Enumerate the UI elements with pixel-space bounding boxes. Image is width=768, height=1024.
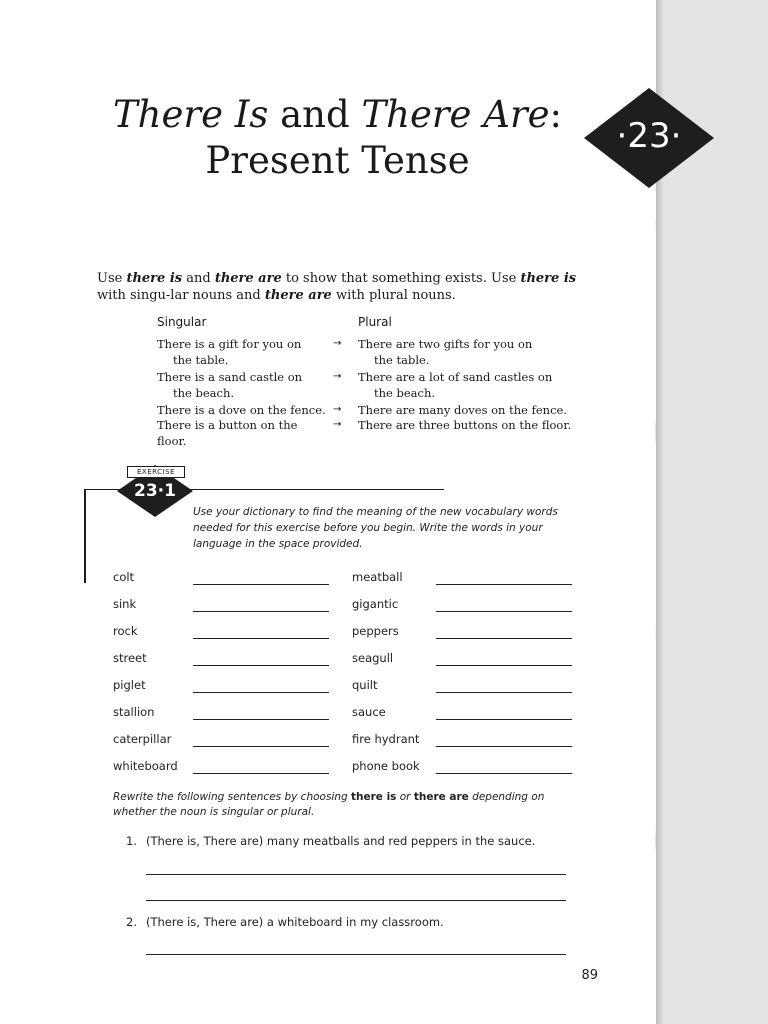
vocab-answer-line[interactable] (436, 719, 572, 720)
plural-sentence: There are many doves on the fence. (358, 403, 567, 417)
vocab-answer-line[interactable] (193, 773, 329, 774)
vocab-word: phone book (352, 759, 420, 773)
vocab-answer-line[interactable] (436, 746, 572, 747)
vocab-word: street (113, 651, 147, 665)
intro-text-2: and (182, 271, 215, 286)
intro-bold-4: there are (264, 288, 332, 303)
chapter-number: ·23· (616, 116, 682, 156)
vocab-answer-line[interactable] (436, 773, 572, 774)
singular-header: Singular (157, 315, 207, 329)
title-colon: : (549, 93, 562, 136)
plural-sentence: There are three buttons on the floor. (358, 418, 572, 432)
rewrite-instructions (113, 790, 583, 820)
vocab-answer-line[interactable] (436, 692, 572, 693)
arrow-icon: → (333, 404, 342, 415)
question-number: 2. (126, 915, 137, 929)
exercise-badge (117, 465, 197, 517)
answer-line[interactable] (146, 874, 566, 875)
title-there-are: There Are (361, 93, 550, 136)
vocab-word: sauce (352, 705, 386, 719)
vocab-answer-line[interactable] (193, 611, 329, 612)
vocab-answer-line[interactable] (436, 638, 572, 639)
arrow-icon: → (333, 419, 342, 430)
instr2-text-1: Rewrite the following sentences by choosing (113, 791, 351, 803)
instr2-bold-2: there are (413, 791, 469, 803)
vocab-word: sink (113, 597, 137, 611)
instr2-bold-1: there is (351, 791, 397, 803)
title-present-tense: Present Tense (205, 139, 470, 182)
intro-paragraph (97, 270, 587, 304)
answer-line[interactable] (146, 900, 566, 901)
intro-text-4: with singu-lar nouns and (97, 288, 265, 303)
exercise-tag: EXERCISE (127, 466, 185, 478)
vocab-answer-line[interactable] (436, 611, 572, 612)
singular-sentence: There is a gift for you on (157, 337, 302, 351)
intro-bold-1: there is (126, 271, 183, 286)
instr2-text-3: depending on whether the noun is singular or plural. (113, 791, 545, 818)
vocab-word: whiteboard (113, 759, 178, 773)
vocab-word: gigantic (352, 597, 399, 611)
title-and: and (268, 93, 362, 136)
arrow-icon: → (333, 338, 342, 349)
question-number: 1. (126, 834, 137, 848)
question-1 (126, 834, 566, 848)
vocab-word: meatball (352, 570, 403, 584)
vocab-answer-line[interactable] (193, 638, 329, 639)
singular-sentence: There is a button on the floor. (157, 418, 298, 448)
vocab-word: peppers (352, 624, 399, 638)
vocab-word: rock (113, 624, 138, 638)
intro-text-5: with plural nouns. (331, 288, 456, 303)
vocab-word: stallion (113, 705, 155, 719)
vocab-answer-line[interactable] (193, 719, 329, 720)
page-number: 89 (581, 968, 598, 983)
chapter-number-badge (584, 88, 714, 188)
vocab-word: fire hydrant (352, 732, 420, 746)
vocab-answer-line[interactable] (193, 746, 329, 747)
exercise-number: 23·1 (134, 481, 176, 501)
vocab-word: colt (113, 570, 135, 584)
plural-header: Plural (358, 315, 392, 329)
chapter-title (100, 92, 575, 184)
exercise-instructions: Use your dictionary to find the meaning of the new vocabulary words needed for this exercise before you begin. Write the words in your language in the space provided. (193, 506, 558, 550)
question-text: (There is, There are) many meatballs and red peppers in the sauce. (146, 834, 536, 848)
title-there-is: There Is (113, 93, 269, 136)
arrow-icon: → (333, 371, 342, 382)
singular-continuation: the beach. (173, 386, 235, 400)
question-2 (126, 915, 566, 929)
vocab-answer-line[interactable] (193, 665, 329, 666)
singular-sentence: There is a sand castle on (157, 370, 303, 384)
vocab-answer-line[interactable] (193, 692, 329, 693)
question-text: (There is, There are) a whiteboard in my classroom. (146, 915, 444, 929)
plural-continuation: the table. (374, 353, 430, 367)
intro-text-3: to show that something exists. Use (281, 271, 521, 286)
intro-bold-2: there are (214, 271, 282, 286)
vocab-answer-line[interactable] (193, 584, 329, 585)
plural-continuation: the beach. (374, 386, 436, 400)
vocab-word: caterpillar (113, 732, 172, 746)
vocab-answer-line[interactable] (436, 584, 572, 585)
plural-sentence: There are a lot of sand castles on (358, 370, 553, 384)
intro-bold-3: there is (520, 271, 577, 286)
singular-continuation: the table. (173, 353, 229, 367)
instr2-text-2: or (396, 791, 414, 803)
plural-sentence: There are two gifts for you on (358, 337, 533, 351)
vocab-answer-line[interactable] (436, 665, 572, 666)
exercise-rule-vertical (84, 489, 86, 583)
intro-text-1: Use (97, 271, 127, 286)
vocab-word: quilt (352, 678, 378, 692)
vocab-word: piglet (113, 678, 146, 692)
singular-sentence: There is a dove on the fence. (157, 403, 326, 417)
vocab-word: seagull (352, 651, 394, 665)
answer-line[interactable] (146, 954, 566, 955)
